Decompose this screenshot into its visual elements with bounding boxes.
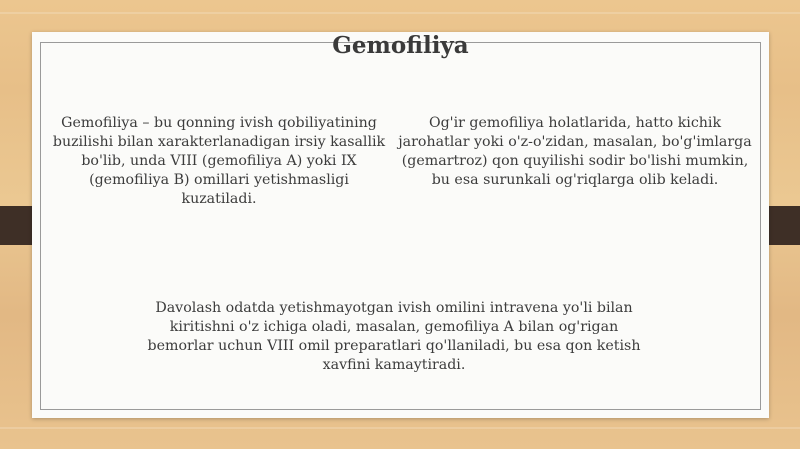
wood-streak [0, 12, 800, 14]
slide-title: Gemofiliya [332, 32, 469, 59]
paragraph-right: Og'ir gemofiliya holatlarida, hatto kichik jarohatlar yoki o'z-o'zidan, masalan, bo'g'imlarga (gemartroz) qon quyilishi sodir bo'lishi mumkin, bu esa surunkali og'riqlarga olib keladi. [398, 115, 752, 188]
paragraph-bottom: Davolash odatda yetishmayotgan ivish omilini intravena yo'li bilan kiritishni o'z ichiga oladi, masalan, gemofiliya A bilan og'rigan bemorlar uchun VIII omil preparatlari qo'llaniladi, bu esa qon ketish xavfini kamaytiradi. [147, 300, 641, 373]
slide-card [32, 32, 769, 418]
paragraph-left: Gemofiliya – bu qonning ivish qobiliyatining buzilishi bilan xarakterlanadigan irsiy kasallik bo'lib, unda VIII (gemofiliya A) yoki IX (gemofiliya B) omillari yetishmasligi kuzatiladi. [52, 115, 386, 207]
wood-streak [0, 427, 800, 429]
